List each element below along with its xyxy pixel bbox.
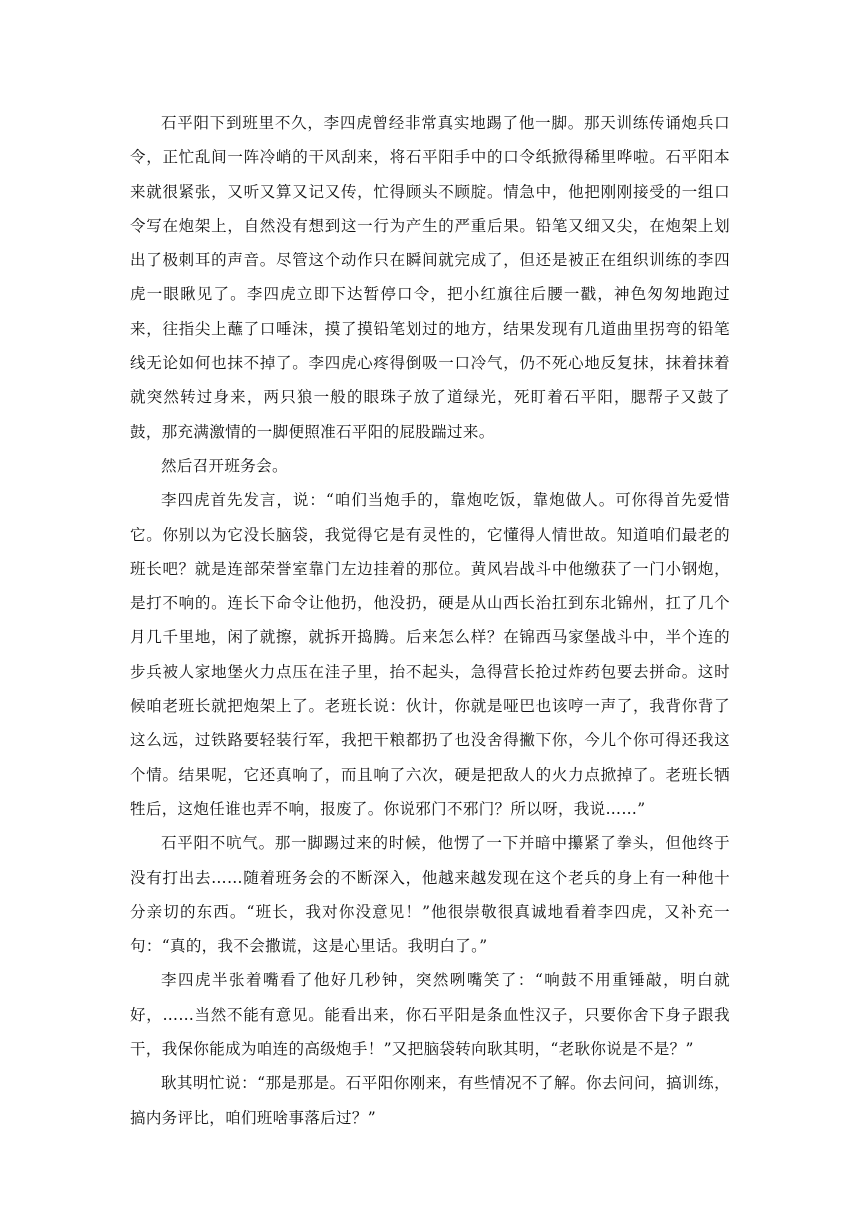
- paragraph-4: 石平阳不吭气。那一脚踢过来的时候，他愣了一下并暗中攥紧了拳头，但他终于没有打出去……随着班务会的不断深入，他越来越发现在这个老兵的身上有一种他十分亲切的东西。“班长，我对你没意见！”他很崇敬很真诚地看着李四虎，又补充一句：“真的，我不会撒谎，这是心里话。我明白了。”: [130, 834, 730, 956]
- document-body: [130, 106, 730, 1135]
- paragraph-2: 然后召开班务会。: [161, 456, 288, 475]
- paragraph-3: 李四虎首先发言，说：“咱们当炮手的，靠炮吃饭，靠炮做人。可你得首先爱惜它。你别以为它没长脑袋，我觉得它是有灵性的，它懂得人情世故。知道咱们最老的班长吧？就是连部荣誉室靠门左边挂着的那位。黄风岩战斗中他缴获了一门小钢炮，是打不响的。连长下命令让他扔，他没扔，硬是从山西长治扛到东北锦州，扛了几个月几千里地，闲了就擦，就拆开捣腾。后来怎么样？在锦西马家堡战斗中，半个连的步兵被人家地堡火力点压在洼子里，抬不起头，急得营长抢过炸药包要去拼命。这时候咱老班长就把炮架上了。老班长说：伙计，你就是哑巴也该哼一声了，我背你背了这么远，过铁路要轻装行军，我把干粮都扔了也没舍得撇下你，今儿个你可得还我这个情。结果呢，它还真响了，而且响了六次，硬是把敌人的火力点掀掉了。老班长牺牲后，这炮任谁也弄不响，报废了。你说邪门不邪门？所以呀，我说……”: [130, 491, 730, 818]
- paragraph-5: 李四虎半张着嘴看了他好几秒钟，突然咧嘴笑了：“响鼓不用重锤敲，明白就好，……当然不能有意见。能看出来，你石平阳是条血性汉子，只要你舍下身子跟我干，我保你能成为咱连的高级炮手！”又把脑袋转向耿其明，“老耿你说是不是？”: [130, 971, 730, 1059]
- paragraph-6: 耿其明忙说：“那是那是。石平阳你刚来，有些情况不了解。你去问问，搞训练，搞内务评比，咱们班啥事落后过？”: [130, 1074, 730, 1127]
- paragraph-1: 石平阳下到班里不久，李四虎曾经非常真实地踢了他一脚。那天训练传诵炮兵口令，正忙乱间一阵冷峭的干风刮来，将石平阳手中的口令纸掀得稀里哗啦。石平阳本来就很紧张，又听又算又记又传，忙得顾头不顾腚。情急中，他把刚刚接受的一组口令写在炮架上，自然没有想到这一行为产生的严重后果。铅笔又细又尖，在炮架上划出了极刺耳的声音。尽管这个动作只在瞬间就完成了，但还是被正在组织训练的李四虎一眼瞅见了。李四虎立即下达暂停口令，把小红旗往后腰一戳，神色匆匆地跑过来，往指尖上蘸了口唾沫，摸了摸铅笔划过的地方，结果发现有几道曲里拐弯的铅笔线无论如何也抹不掉了。李四虎心疼得倒吸一口冷气，仍不死心地反复抹，抹着抹着就突然转过身来，两只狼一般的眼珠子放了道绿光，死盯着石平阳，腮帮子又鼓了鼓，那充满激情的一脚便照准石平阳的屁股踹过来。: [130, 114, 730, 441]
